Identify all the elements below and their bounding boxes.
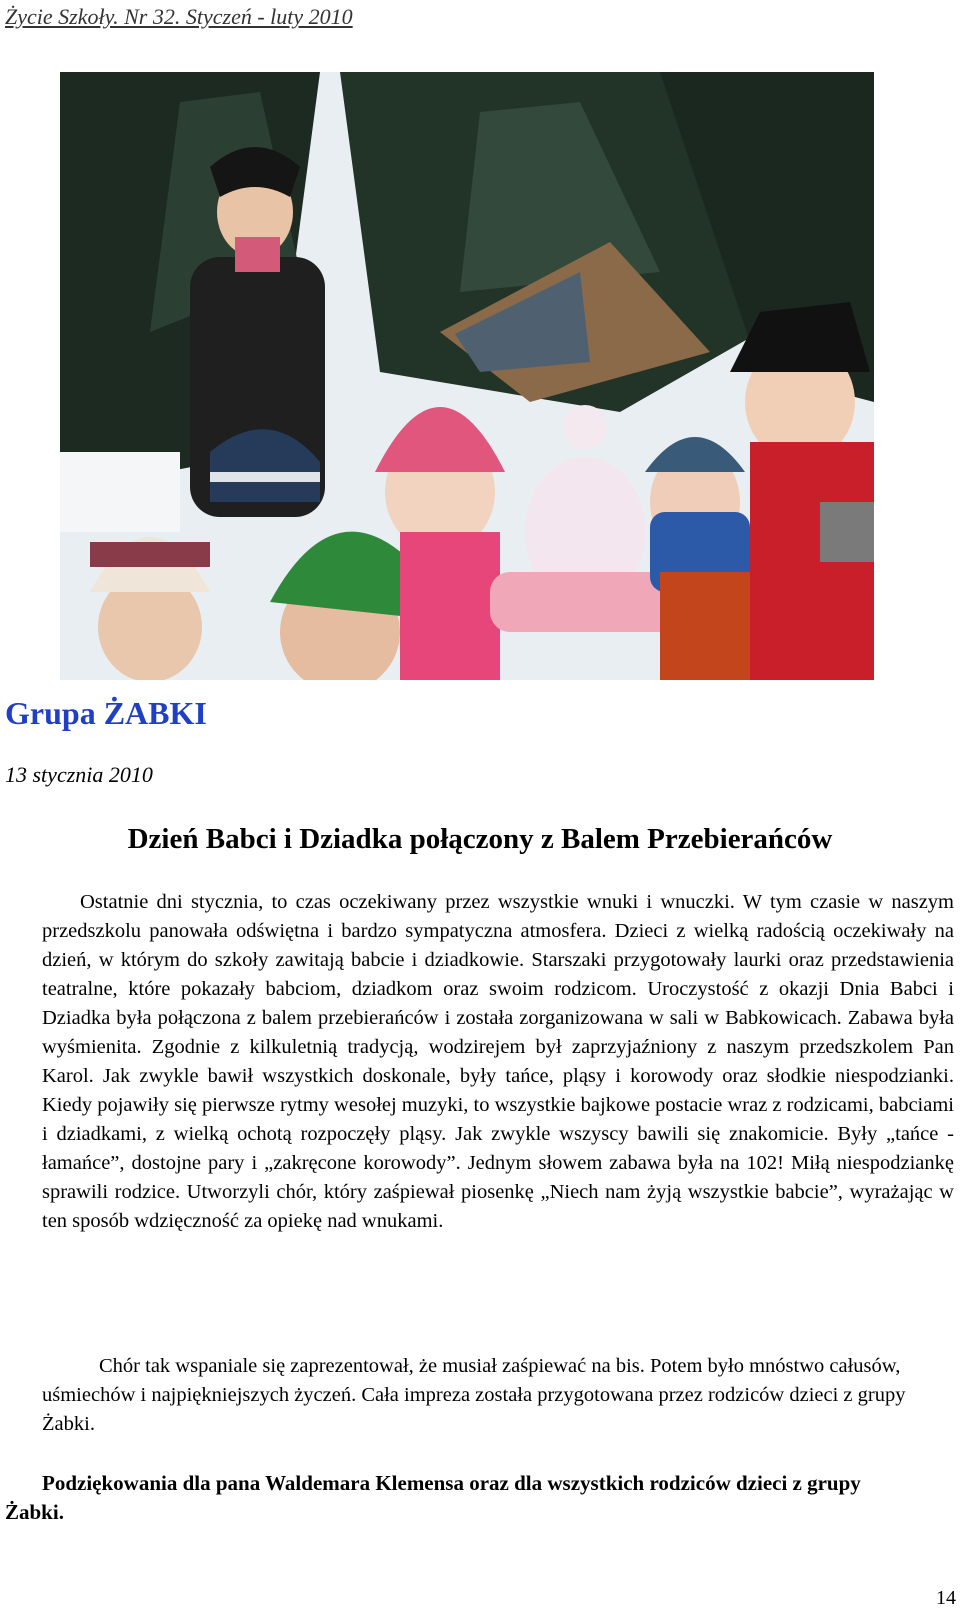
thanks-note	[5, 1469, 905, 1527]
article-paragraph-2	[42, 1352, 922, 1439]
newsletter-header[interactable]	[5, 4, 353, 30]
article-date: 13 stycznia 2010	[5, 762, 153, 787]
thanks-note-text: Podziękowania dla pana Waldemara Klemensa oraz dla wszystkich rodziców dzieci z grupy Żabki.	[5, 1471, 861, 1524]
article-paragraph-1	[42, 888, 954, 1236]
group-photo-illustration	[60, 72, 874, 680]
newsletter-header-text: Życie Szkoły. Nr 32. Styczeń - luty 2010	[5, 4, 353, 29]
group-photo	[60, 72, 874, 680]
article-paragraph-2-text: Chór tak wspaniale się zaprezentował, że musiał zaśpiewać na bis. Potem było mnóstwo całusów, uśmiechów i najpiękniejszych życzeń. Cała impreza została przygotowana przez rodziców dzieci z grupy Żabki.	[42, 1355, 906, 1435]
article-paragraph-1-text: Ostatnie dni stycznia, to czas oczekiwany przez wszystkie wnuki i wnuczki. W tym czasie w naszym przedszkolu panowała odświętna i bardzo sympatyczna atmosfera. Dzieci z wielką radością oczekiwały na dzień, w którym do szkoły zawitają babcie i dziadkowie. Starszaki przygotowały laurki oraz przedstawienia teatralne, które pokazały babciom, dziadkom oraz swoim rodzicom. Uroczystość z okazji Dnia Babci i Dziadka była połączona z balem przebierańców i została zorganizowana w sali w Babkowicach. Zabawa była wyśmienita. Zgodnie z kilkuletnią tradycją, wodzirejem był zaprzyjaźniony z naszym przedszkolem Pan Karol. Jak zwykle bawił wszystkich doskonale, były tańce, pląsy i korowody oraz słodkie niespodzianki. Kiedy pojawiły się pierwsze rytmy wesołej muzyki, to wszystkie bajkowe postacie wraz z rodzicami, babciami i dziadkami, z wielką ochotą rozpoczęły pląsy. Jak zwykle wszyscy bawili się znakomicie. Były „tańce - łamańce”, dostojne pary i „zakręcone korowody”. Jednym słowem zabawa była na 102! Miłą niespodziankę sprawili rodzice. Utworzyli chór, który zaśpiewał piosenkę „Niech nam żyją wszystkie babcie”, wyrażając w ten sposób wdzięczność za opiekę nad wnukami.	[42, 891, 954, 1232]
group-title: Grupa ŻABKI	[5, 695, 207, 731]
page-number: 14	[936, 1587, 956, 1609]
article-title: Dzień Babci i Dziadka połączony z Balem Przebierańców	[127, 823, 833, 855]
